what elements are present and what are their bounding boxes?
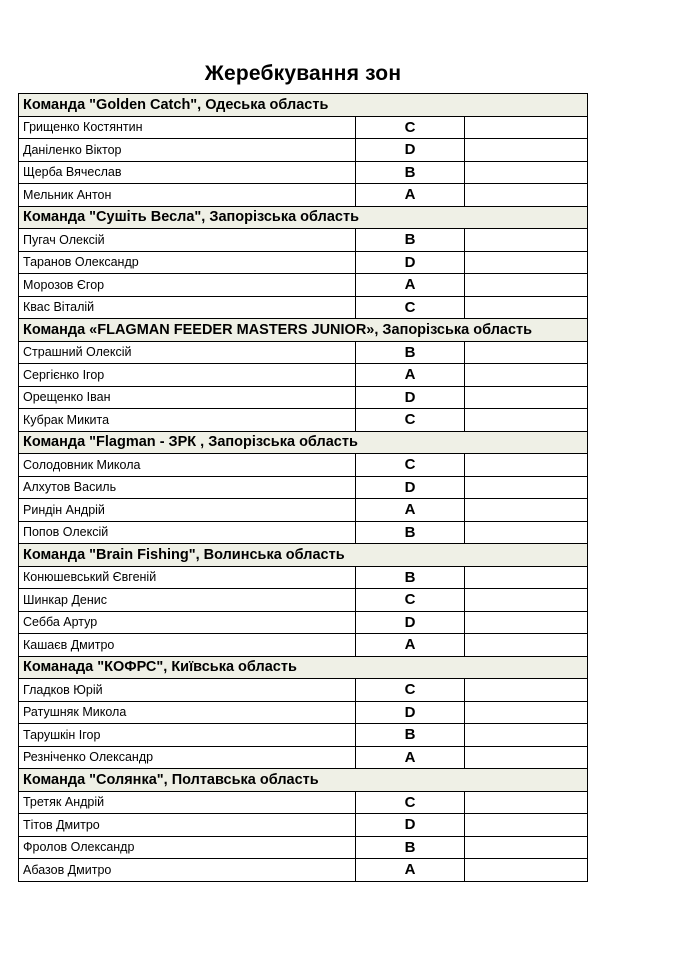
participant-name: Тарушкін Ігор [19, 724, 356, 747]
empty-cell [465, 566, 588, 589]
team-header-row [19, 319, 588, 342]
empty-cell [465, 701, 588, 724]
participant-name: Квас Віталій [19, 296, 356, 319]
participant-name: Резніченко Олександр [19, 746, 356, 769]
zone-cell: B [356, 161, 465, 184]
empty-cell [465, 746, 588, 769]
participant-name: Конюшевський Євгеній [19, 566, 356, 589]
empty-cell [465, 611, 588, 634]
page-title: Жеребкування зон [204, 62, 402, 85]
participant-name: Кубрак Микита [19, 409, 356, 432]
team-header-row [19, 431, 588, 454]
participant-row [19, 521, 588, 544]
team-header-row [19, 544, 588, 567]
zone-cell: A [356, 364, 465, 387]
participant-name: Тітов Дмитро [19, 814, 356, 837]
zone-cell: A [356, 634, 465, 657]
team-name: Команда «FLAGMAN FEEDER MASTERS JUNIOR», Запорізська область [19, 319, 588, 342]
participant-name: Мельник Антон [19, 184, 356, 207]
participant-name: Сергієнко Ігор [19, 364, 356, 387]
participant-row [19, 746, 588, 769]
participant-name: Абазов Дмитро [19, 859, 356, 882]
zone-cell: D [356, 611, 465, 634]
zone-cell: D [356, 139, 465, 162]
zone-cell: C [356, 791, 465, 814]
participant-row [19, 701, 588, 724]
zone-cell: B [356, 521, 465, 544]
empty-cell [465, 836, 588, 859]
empty-cell [465, 296, 588, 319]
participant-row [19, 589, 588, 612]
participant-name: Себба Артур [19, 611, 356, 634]
participant-row [19, 476, 588, 499]
zone-cell: B [356, 341, 465, 364]
participant-name: Даніленко Віктор [19, 139, 356, 162]
participant-row [19, 251, 588, 274]
participant-row [19, 836, 588, 859]
zone-cell: C [356, 679, 465, 702]
participant-name: Третяк Андрій [19, 791, 356, 814]
participant-row [19, 229, 588, 252]
zone-cell: C [356, 296, 465, 319]
empty-cell [465, 454, 588, 477]
team-name: Команда "Солянка", Полтавська область [19, 769, 588, 792]
zone-draw-table [18, 93, 588, 882]
zone-cell: C [356, 409, 465, 432]
participant-row [19, 386, 588, 409]
empty-cell [465, 634, 588, 657]
participant-name: Таранов Олександр [19, 251, 356, 274]
participant-row [19, 139, 588, 162]
participant-name: Шинкар Денис [19, 589, 356, 612]
participant-row [19, 161, 588, 184]
participant-row [19, 724, 588, 747]
participant-name: Ратушняк Микола [19, 701, 356, 724]
empty-cell [465, 341, 588, 364]
participant-name: Риндін Андрій [19, 499, 356, 522]
participant-row [19, 566, 588, 589]
participant-row [19, 296, 588, 319]
participant-name: Щерба Вячеслав [19, 161, 356, 184]
empty-cell [465, 386, 588, 409]
zone-cell: D [356, 386, 465, 409]
participant-row [19, 814, 588, 837]
zone-cell: B [356, 229, 465, 252]
participant-name: Фролов Олександр [19, 836, 356, 859]
zone-cell: B [356, 836, 465, 859]
participant-name: Солодовник Микола [19, 454, 356, 477]
participant-name: Кашаєв Дмитро [19, 634, 356, 657]
zone-cell: A [356, 859, 465, 882]
zone-cell: B [356, 724, 465, 747]
empty-cell [465, 814, 588, 837]
empty-cell [465, 161, 588, 184]
team-header-row [19, 206, 588, 229]
participant-name: Гладков Юрій [19, 679, 356, 702]
participant-name: Страшний Олексій [19, 341, 356, 364]
empty-cell [465, 139, 588, 162]
participant-row [19, 791, 588, 814]
zone-cell: C [356, 589, 465, 612]
participant-row [19, 409, 588, 432]
participant-name: Грищенко Костянтин [19, 116, 356, 139]
participant-row [19, 274, 588, 297]
team-header-row [19, 656, 588, 679]
participant-name: Пугач Олексій [19, 229, 356, 252]
participant-row [19, 116, 588, 139]
zone-cell: B [356, 566, 465, 589]
zone-cell: A [356, 499, 465, 522]
empty-cell [465, 409, 588, 432]
team-name: Команда "Brain Fishing", Волинська область [19, 544, 588, 567]
empty-cell [465, 251, 588, 274]
zone-cell: A [356, 746, 465, 769]
empty-cell [465, 724, 588, 747]
participant-row [19, 499, 588, 522]
team-name: Команда "Golden Catch", Одеська область [19, 94, 588, 117]
participant-name: Алхутов Василь [19, 476, 356, 499]
participant-row [19, 679, 588, 702]
participant-row [19, 454, 588, 477]
empty-cell [465, 364, 588, 387]
participant-row [19, 341, 588, 364]
empty-cell [465, 476, 588, 499]
participant-name: Попов Олексій [19, 521, 356, 544]
zone-cell: A [356, 184, 465, 207]
team-name: Команда "Flagman - ЗРК , Запорізська область [19, 431, 588, 454]
team-name: Команда "Сушіть Весла", Запорізська область [19, 206, 588, 229]
zone-cell: D [356, 814, 465, 837]
empty-cell [465, 859, 588, 882]
empty-cell [465, 184, 588, 207]
zone-cell: A [356, 274, 465, 297]
empty-cell [465, 521, 588, 544]
empty-cell [465, 679, 588, 702]
empty-cell [465, 274, 588, 297]
empty-cell [465, 116, 588, 139]
empty-cell [465, 229, 588, 252]
team-header-row [19, 769, 588, 792]
zone-cell: D [356, 701, 465, 724]
zone-cell: D [356, 476, 465, 499]
participant-row [19, 859, 588, 882]
team-header-row [19, 94, 588, 117]
empty-cell [465, 589, 588, 612]
zone-cell: D [356, 251, 465, 274]
participant-name: Морозов Єгор [19, 274, 356, 297]
participant-row [19, 634, 588, 657]
participant-row [19, 364, 588, 387]
participant-row [19, 611, 588, 634]
participant-name: Орещенко Іван [19, 386, 356, 409]
empty-cell [465, 499, 588, 522]
empty-cell [465, 791, 588, 814]
participant-row [19, 184, 588, 207]
zone-cell: C [356, 454, 465, 477]
zone-cell: C [356, 116, 465, 139]
team-name: Команада "КОФРС", Київська область [19, 656, 588, 679]
